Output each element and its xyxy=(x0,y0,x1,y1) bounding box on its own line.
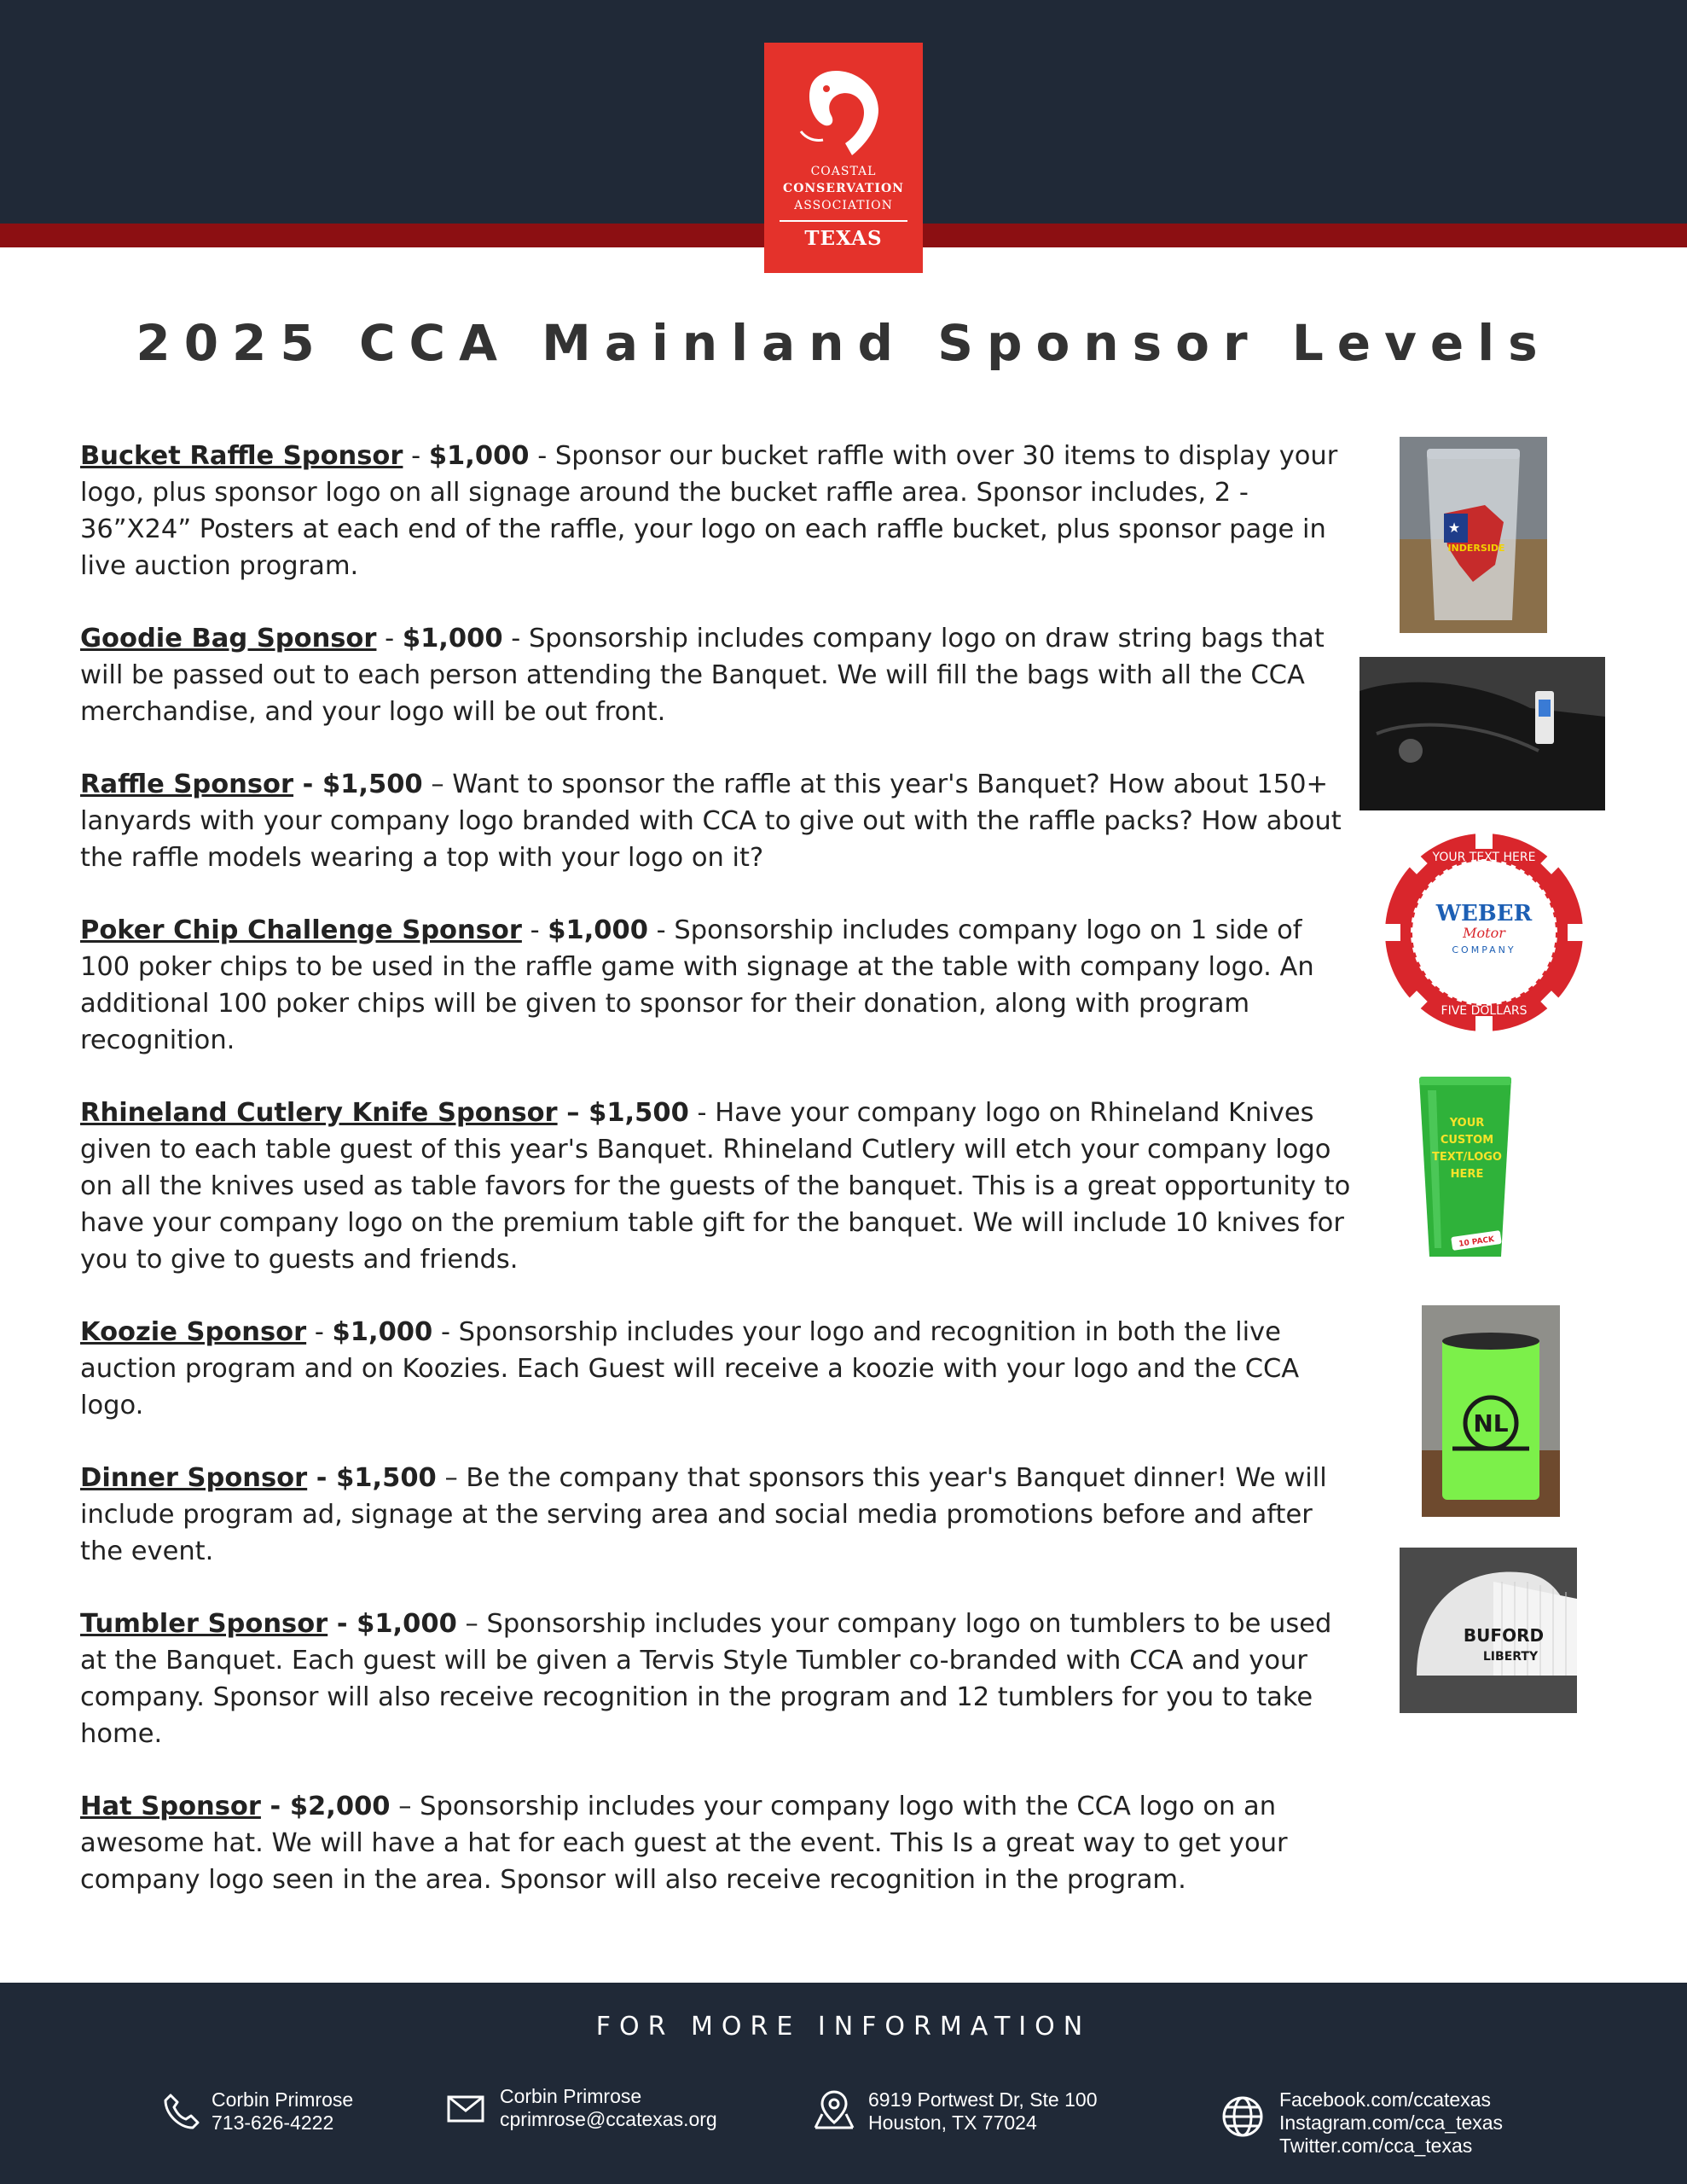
contact-facebook[interactable]: Facebook.com/ccatexas xyxy=(1279,2088,1492,2111)
bag-photo xyxy=(1359,657,1605,810)
sponsor-level-description: - Sponsorship includes company logo on 1 side of 100 poker chips to be used in the raffle game with signage at the table with company logo. An additional 100 poker chips will be given to sponsor for their donation, along with program recognition. xyxy=(80,915,1314,1055)
sponsor-level-separator: - xyxy=(521,915,548,945)
contact-twitter[interactable]: Twitter.com/cca_texas xyxy=(1279,2135,1473,2157)
sponsor-level-name: Bucket Raffle Sponsor xyxy=(80,440,403,471)
sponsor-level-description: – Sponsorship includes your company logo with the CCA logo on an awesome hat. We will have a hat for each guest at the event. This Is a great way to get your company logo seen in the area. Sponsor will also receive recognition in the program. xyxy=(80,1791,1288,1895)
sponsor-level-name: Dinner Sponsor xyxy=(80,1462,308,1493)
sponsor-level-price: $1,500 xyxy=(322,769,423,799)
cup-line-1: YOUR xyxy=(1449,1117,1485,1130)
sponsor-level-price: $1,000 xyxy=(332,1316,433,1347)
sponsor-level-description: – Sponsorship includes your company logo on tumblers to be used at the Banquet. Each guest will be given a Tervis Style Tumbler co-branded with CCA and your company. Sponsor will also receive recognition in the program and 12 tumblers for you to take home. xyxy=(80,1608,1332,1749)
logo-org-line-3: ASSOCIATION xyxy=(794,199,893,212)
sponsor-level-separator: - xyxy=(328,1608,357,1639)
sponsor-level-price: $1,000 xyxy=(357,1608,457,1639)
contact-phone-number[interactable]: 713-626-4222 xyxy=(212,2111,334,2134)
contact-instagram[interactable]: Instagram.com/cca_texas xyxy=(1279,2111,1504,2134)
globe-icon xyxy=(1221,2095,1264,2143)
sponsor-level-name: Rhineland Cutlery Knife Sponsor xyxy=(80,1097,558,1128)
sponsor-level-separator: - xyxy=(306,1316,333,1347)
contact-email-address[interactable]: cprimrose@ccatexas.org xyxy=(500,2108,717,2130)
sponsor-level-bucket-raffle xyxy=(80,438,1359,584)
koozie-photo xyxy=(1422,1305,1560,1517)
cup-line-3: TEXT/LOGO xyxy=(1432,1151,1502,1164)
logo-org-line-1: COASTAL xyxy=(810,165,877,178)
sponsor-level-price: $1,000 xyxy=(548,915,648,945)
phone-icon xyxy=(162,2092,200,2135)
sponsor-level-name: Tumbler Sponsor xyxy=(80,1608,328,1639)
sponsor-level-separator: – xyxy=(557,1097,589,1128)
sponsor-level-separator: - xyxy=(403,440,429,471)
sponsor-level-name: Poker Chip Challenge Sponsor xyxy=(80,915,522,945)
footer-title: FOR MORE INFORMATION xyxy=(595,2012,1092,2042)
chip-brand-line-2: Motor xyxy=(1463,925,1505,941)
sponsor-level-separator: - xyxy=(293,769,322,799)
redfish-icon xyxy=(792,60,895,162)
sponsor-level-separator: - xyxy=(260,1791,290,1821)
sponsor-level-name: Hat Sponsor xyxy=(80,1791,261,1821)
chip-top-text: YOUR TEXT HERE xyxy=(1432,851,1536,864)
koozie-print-text: NL xyxy=(1473,1409,1509,1438)
custom-cup-photo xyxy=(1416,1073,1515,1265)
logo-divider xyxy=(780,220,907,222)
sponsor-level-knife xyxy=(80,1095,1359,1278)
hat-print-line-1: BUFORD xyxy=(1463,1625,1545,1646)
sponsor-level-koozie xyxy=(80,1314,1359,1424)
sponsor-level-price: $1,000 xyxy=(428,440,530,471)
sponsor-level-price: $1,500 xyxy=(336,1462,437,1493)
sponsor-level-goodie-bag xyxy=(80,620,1359,730)
logo-org-line-2: CONSERVATION xyxy=(783,182,904,195)
map-pin-icon xyxy=(812,2088,856,2135)
sponsor-level-description: – Want to sponsor the raffle at this year's Banquet? How about 150+ lanyards with your company logo branded with CCA to give out with the raffle packs? How about the raffle models wearing a top with your logo on it? xyxy=(80,769,1342,873)
cup-line-4: HERE xyxy=(1450,1168,1484,1181)
chip-brand-line-3: COMPANY xyxy=(1452,944,1516,956)
tumbler-print-text: INDERSIDE xyxy=(1447,543,1505,554)
sponsor-level-separator: - xyxy=(376,623,403,653)
sponsor-levels-list xyxy=(80,411,1359,1934)
sponsor-level-hat xyxy=(80,1788,1359,1898)
sponsor-level-price: $1,500 xyxy=(588,1097,689,1128)
sponsor-level-separator: - xyxy=(307,1462,337,1493)
chip-brand-line-1: WEBER xyxy=(1435,901,1533,926)
chip-bottom-text: FIVE DOLLARS xyxy=(1441,1004,1528,1018)
contact-address xyxy=(812,2088,1098,2135)
cup-tag: 10 PACK xyxy=(1458,1235,1495,1249)
cca-texas-logo xyxy=(764,43,923,273)
hat-photo xyxy=(1400,1548,1577,1713)
sponsor-level-name: Goodie Bag Sponsor xyxy=(80,623,377,653)
sponsor-level-description: - Sponsor our bucket raffle with over 30 items to display your logo, plus sponsor logo on all signage around the bucket raffle area. Sponsor includes, 2 - 36”X24” Posters at each end of the raffle, your logo on each raffle bucket, plus sponsor page in live auction program. xyxy=(80,440,1338,581)
svg-text:★: ★ xyxy=(1447,520,1461,536)
sponsor-level-price: $2,000 xyxy=(289,1791,391,1821)
sponsor-level-raffle xyxy=(80,766,1359,876)
sponsor-level-tumbler xyxy=(80,1606,1359,1752)
contact-email-name: Corbin Primrose xyxy=(500,2085,642,2107)
sponsor-level-description: - Sponsorship includes company logo on draw string bags that will be passed out to each person attending the Banquet. We will fill the bags with all the CCA merchandise, and your logo will be out front. xyxy=(80,623,1325,727)
contact-phone-name: Corbin Primrose xyxy=(212,2088,354,2111)
sponsor-level-description: - Sponsorship includes your logo and recognition in both the live auction program and on Koozies. Each Guest will receive a koozie with your logo and the CCA logo. xyxy=(80,1316,1300,1420)
sponsor-level-price: $1,000 xyxy=(402,623,503,653)
sponsor-level-name: Raffle Sponsor xyxy=(80,769,294,799)
tumbler-photo xyxy=(1400,437,1547,633)
poker-chip-photo xyxy=(1380,832,1588,1032)
sponsor-level-dinner xyxy=(80,1460,1359,1570)
contact-address-city: Houston, TX 77024 xyxy=(868,2111,1037,2134)
sponsor-level-name: Koozie Sponsor xyxy=(80,1316,307,1347)
sponsor-level-poker-chip xyxy=(80,912,1359,1059)
contact-email xyxy=(447,2085,717,2131)
mail-icon xyxy=(447,2095,484,2128)
sponsor-level-description: – Be the company that sponsors this year's Banquet dinner! We will include program ad, signage at the serving area and social media promotions before and after the event. xyxy=(80,1462,1327,1566)
page-title: 2025 CCA Mainland Sponsor Levels xyxy=(136,314,1551,372)
cup-line-2: CUSTOM xyxy=(1440,1134,1494,1147)
contact-address-street: 6919 Portwest Dr, Ste 100 xyxy=(868,2088,1098,2111)
contact-social xyxy=(1221,2088,1503,2158)
logo-state: TEXAS xyxy=(804,227,883,250)
sponsor-level-description: - Have your company logo on Rhineland Knives given to each table guest of this year's Banquet. Rhineland Cutlery will etch your company logo on all the knives used as table favors for the guests of the banquet. This is a great opportunity to have your company logo on the premium table gift for the banquet. We will include 10 knives for you to give to guests and friends. xyxy=(80,1097,1351,1275)
hat-print-line-2: LIBERTY xyxy=(1482,1650,1539,1664)
contact-phone xyxy=(162,2088,353,2135)
